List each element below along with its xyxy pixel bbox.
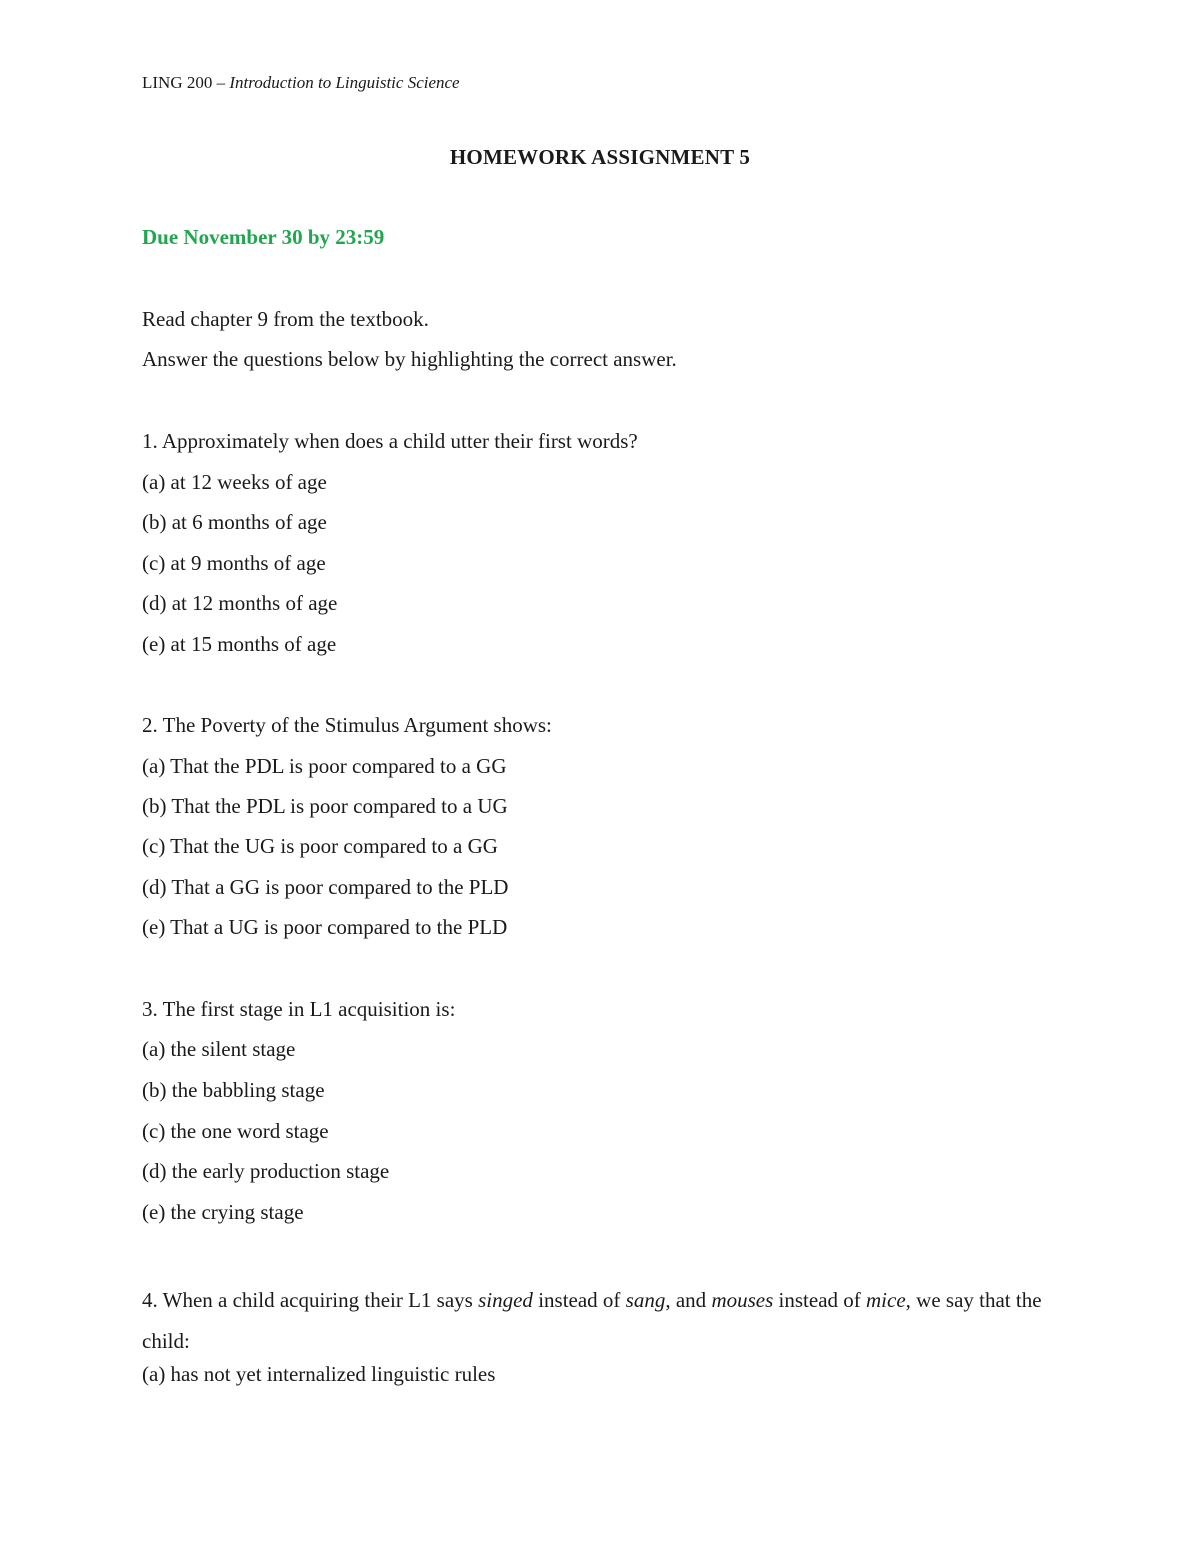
instruction-read: Read chapter 9 from the textbook. <box>142 307 429 331</box>
header-separator: – <box>212 73 230 92</box>
instruction-answer: Answer the questions below by highlighting the correct answer. <box>142 347 677 371</box>
question-1-option-c[interactable]: (c) at 9 months of age <box>142 551 326 575</box>
due-date: Due November 30 by 23:59 <box>142 225 385 249</box>
question-3-option-b[interactable]: (b) the babbling stage <box>142 1078 325 1102</box>
question-1-option-d[interactable]: (d) at 12 months of age <box>142 591 338 615</box>
assignment-title: HOMEWORK ASSIGNMENT 5 <box>449 145 751 169</box>
question-4-word-singed: singed <box>478 1288 533 1312</box>
question-3-prompt: 3. The first stage in L1 acquisition is: <box>142 997 456 1021</box>
question-2-option-a[interactable]: (a) That the PDL is poor compared to a GG <box>142 754 507 778</box>
question-2-option-e[interactable]: (e) That a UG is poor compared to the PLD <box>142 915 508 939</box>
question-4-word-mice: mice <box>866 1288 906 1312</box>
question-4-prompt <box>142 1280 1062 1361</box>
question-4-text-5: , we say that the child: <box>142 1288 1042 1353</box>
question-4-word-sang: sang <box>625 1288 666 1312</box>
question-3-option-a[interactable]: (a) the silent stage <box>142 1037 296 1061</box>
page-header <box>142 72 460 94</box>
question-4-option-a[interactable]: (a) has not yet internalized linguistic rules <box>142 1362 496 1386</box>
course-code: LING 200 <box>142 73 213 92</box>
question-2-option-c[interactable]: (c) That the UG is poor compared to a GG <box>142 834 498 858</box>
question-1-option-b[interactable]: (b) at 6 months of age <box>142 510 327 534</box>
course-title: Introduction to Linguistic Science <box>229 73 460 92</box>
question-2-option-d[interactable]: (d) That a GG is poor compared to the PLD <box>142 875 509 899</box>
question-4-text-1: 4. When a child acquiring their L1 says <box>142 1288 479 1312</box>
question-4-text-2: instead of <box>532 1288 626 1312</box>
question-3-option-d[interactable]: (d) the early production stage <box>142 1159 390 1183</box>
question-4-word-mouses: mouses <box>711 1288 774 1312</box>
question-4-text-4: instead of <box>773 1288 867 1312</box>
question-2-option-b[interactable]: (b) That the PDL is poor compared to a UG <box>142 794 508 818</box>
question-1-option-a[interactable]: (a) at 12 weeks of age <box>142 470 327 494</box>
question-3-option-e[interactable]: (e) the crying stage <box>142 1200 304 1224</box>
question-3-option-c[interactable]: (c) the one word stage <box>142 1119 329 1143</box>
question-1-prompt: 1. Approximately when does a child utter their first words? <box>142 429 638 453</box>
question-1-option-e[interactable]: (e) at 15 months of age <box>142 632 337 656</box>
question-2-prompt: 2. The Poverty of the Stimulus Argument shows: <box>142 713 552 737</box>
question-4-text-3: , and <box>665 1288 712 1312</box>
